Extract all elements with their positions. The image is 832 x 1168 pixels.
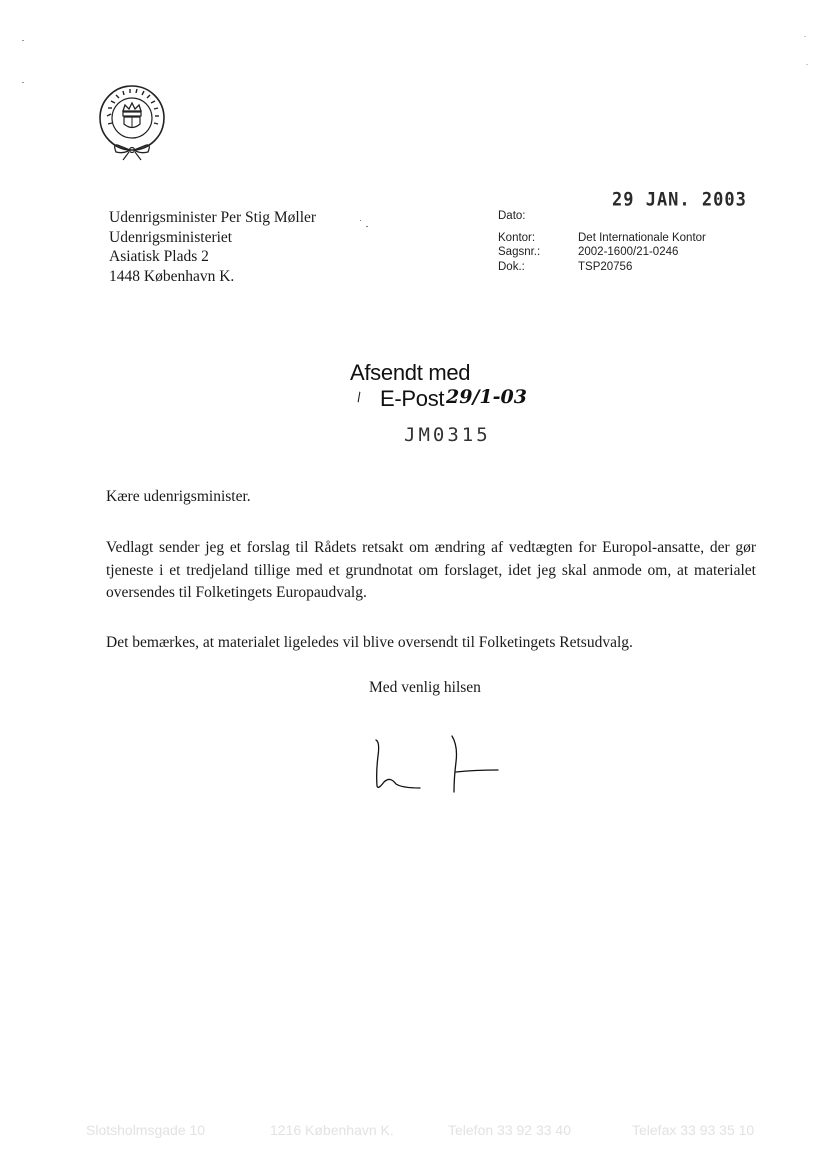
- recipient-address: [109, 208, 316, 286]
- body-paragraph-1: Vedlagt sender jeg et forslag til Rådets retsakt om ændring af vedtægten for Europol-ansatte, der gør tjeneste i et tredjeland tillige med et grundnotat om forslaget, idet jeg skal anmode om, at materialet oversendes til Folketingets Europaudvalg.: [106, 539, 756, 601]
- handwritten-sent-date: 29/1-03: [446, 386, 527, 408]
- meta-row-sagsnr: [498, 245, 706, 260]
- seal-icon: [96, 84, 172, 168]
- sagsnr-value: 2002-1600/21-0246: [578, 246, 679, 258]
- stamp-mark-icon: \: [353, 388, 365, 406]
- signature-icon: [366, 732, 506, 796]
- letter-meta: [498, 209, 706, 274]
- footer-city: 1216 København K.: [270, 1122, 394, 1138]
- kontor-label: Kontor:: [498, 231, 536, 244]
- recipient-street: Asiatisk Plads 2: [109, 248, 209, 265]
- journal-number: JM0315: [404, 424, 491, 446]
- scan-speck: [366, 226, 368, 227]
- dato-label: Dato:: [498, 210, 526, 222]
- dok-label: Dok.:: [498, 260, 525, 273]
- date-stamp: 29 JAN. 2003: [612, 189, 747, 211]
- closing: Med venlig hilsen: [369, 679, 481, 696]
- recipient-organisation: Udenrigsministeriet: [109, 228, 233, 246]
- scan-speck: [806, 64, 808, 65]
- body-paragraph-2: Det bemærkes, at materialet ligeledes vil blive oversendt til Folketingets Retsudvalg.: [106, 634, 633, 651]
- signature: [366, 732, 506, 796]
- footer: [86, 1122, 766, 1138]
- meta-row-dato: [498, 209, 706, 224]
- footer-address: Slotsholmsgade 10: [86, 1122, 206, 1138]
- recipient-name: Udenrigsminister Per Stig Møller: [109, 209, 317, 226]
- meta-row-kontor: [498, 231, 706, 246]
- footer-phone: Telefon 33 92 33 40: [448, 1122, 571, 1138]
- dok-value: TSP20756: [578, 260, 633, 273]
- recipient-city: 1448 København K.: [109, 267, 235, 285]
- sent-stamp-line2: E-Post: [380, 386, 445, 411]
- scan-speck: [22, 40, 24, 41]
- footer-fax: Telefax 33 93 35 10: [632, 1122, 755, 1138]
- sagsnr-label: Sagsnr.:: [498, 246, 541, 258]
- kontor-value: Det Internationale Kontor: [578, 231, 706, 244]
- scan-speck: [22, 82, 24, 83]
- sent-stamp-line1: Afsendt med: [350, 360, 471, 385]
- scan-speck: [804, 36, 806, 37]
- salutation: Kære udenrigsminister.: [106, 488, 251, 505]
- ministry-seal-logo: [96, 84, 172, 168]
- meta-row-dok: [498, 260, 706, 275]
- scan-speck: [360, 220, 361, 221]
